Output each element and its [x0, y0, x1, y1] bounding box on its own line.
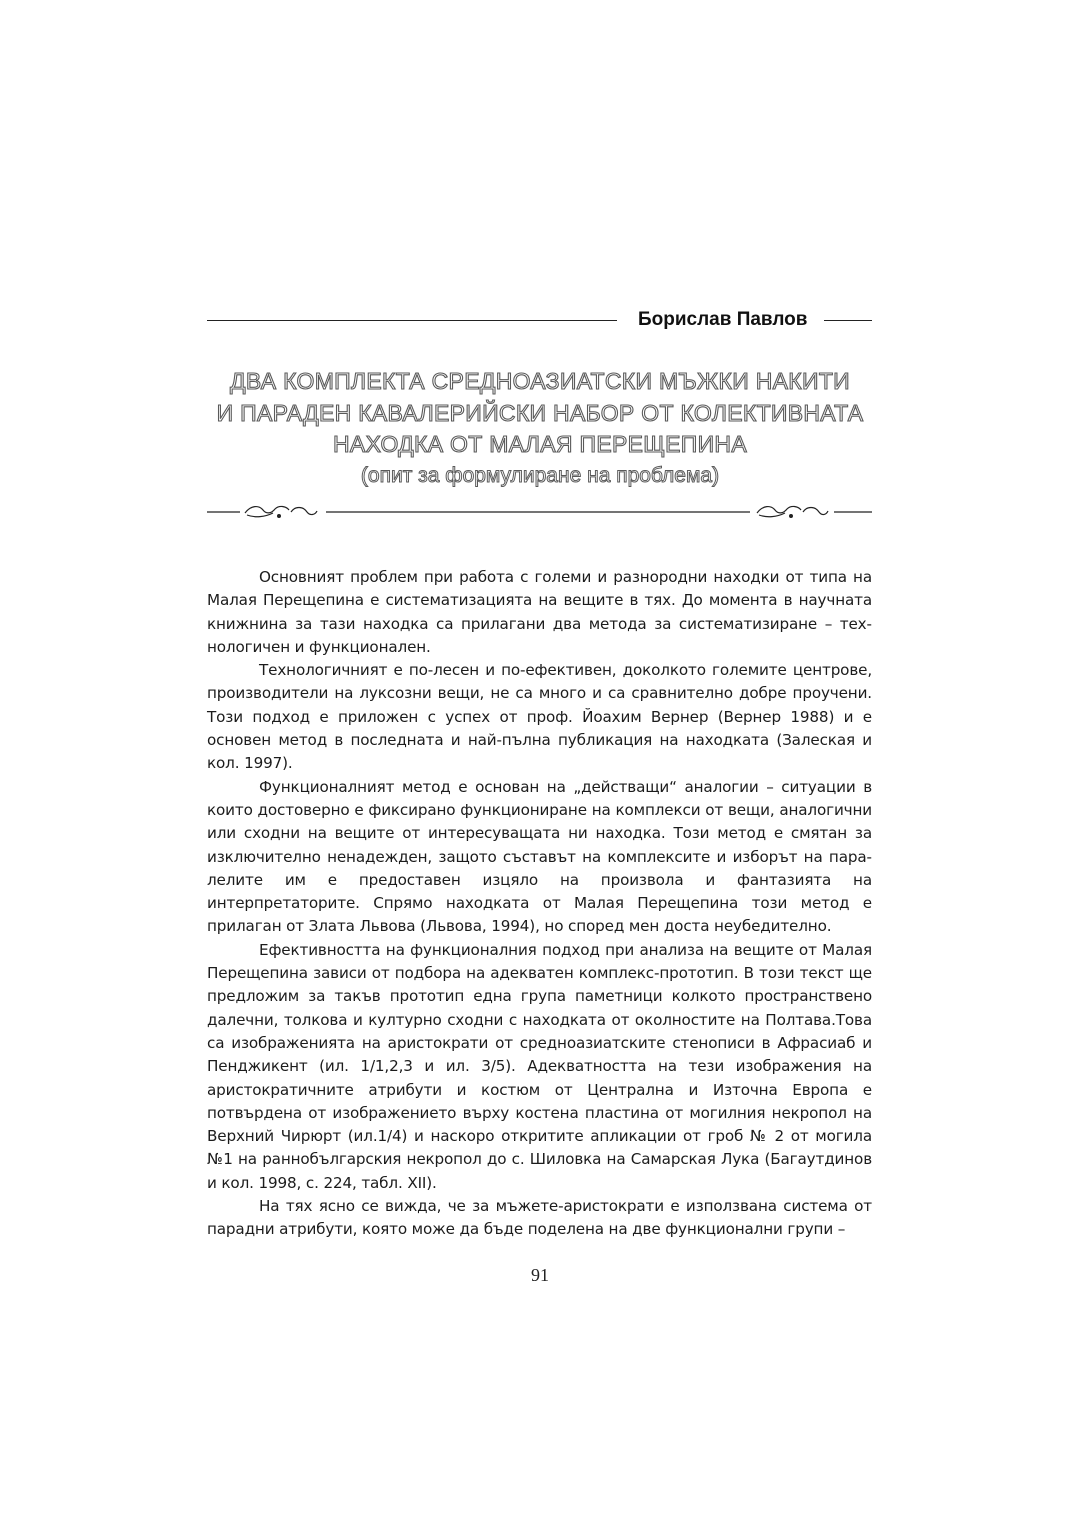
author-name: Борислав Павлов: [638, 309, 808, 330]
flourish-right-icon: [757, 506, 828, 517]
author-header: [207, 306, 872, 336]
article-body: [207, 566, 872, 1242]
title-line-1: ДВА КОМПЛЕКТА СРЕДНОАЗИАТСКИ МЪЖКИ НАКИТИ: [229, 368, 851, 394]
paragraph: На тях ясно се вижда, че за мъжете-аристократи е използвана система от парадни атрибути, която може да бъде поделена на две функционални групи –: [207, 1197, 872, 1239]
paragraph: Функционалният метод е основан на „действащи“ аналогии – ситуации в които достоверно е фиксирано функциониране на комплекси от вещи, аналогични или сходни на вещите от интересуващата ни находка. Този метод е смятан за изключително ненадежден, защото съставът на комплексите и изборът на паралелите им е предоставен изцяло на произвола и фантазията на интерпретаторите. Спрямо находката от Малая Перещепина този метод е прилаган от Злата Львова (Львова, 1994), но според мен доста неубедително.: [207, 777, 872, 936]
author-rule-right: [824, 320, 872, 321]
flourish-left-icon: [245, 506, 317, 517]
paragraph: Основният проблем при работа с големи и разнородни находки от типа на Малая Перещепина е систематизацията на вещите в тях. До момента в научната книжнина за тази находка са прилагани два метода за систематизиране – технологичен и функционален.: [207, 568, 872, 656]
title-line-3: НАХОДКА ОТ МАЛАЯ ПЕРЕЩЕПИНА: [333, 431, 747, 457]
article-subtitle: (опит за формулиране на проблема): [360, 463, 720, 487]
author-rule-left: [207, 320, 617, 321]
paragraph: Ефективността на функционалния подход при анализа на вещите от Малая Перещепина зависи от подбора на адекватен комплекс-прототип. В този текст ще предложим за такъв прототип една група паметници колкото пространствено далечни, толкова и културно сходни с находката от околностите на Полтава.Това са изображенията на аристократи от средноазиатските стенописи в Афрасиаб и Пенджикент (ил. 1/1,2,3 и ил. 3/5). Адекватността на тези изображения на аристократичните атрибути и костюм от Централна и Източна Европа е потвърдена от изображението върху костена пластина от могилния некропол на Верхний Чирюрт (ил.1/4) и наскоро откритите апликации от гроб № 2 от могила №1 на раннобългарския некропол до с. Шиловка на Самарская Лука (Багаутдинов и кол. 1998, с. 224, табл. XII).: [207, 940, 872, 1192]
page-number: 91: [531, 1265, 549, 1285]
ornamental-divider: [207, 500, 872, 524]
paragraph: Технологичният е по-лесен и по-ефективен, доколкото големите центрове, производители на луксозни вещи, не са много и са сравнително добре проучени. Този подход е приложен с успех от проф. Йоахим Вернер (Вернер 1988) и е основен метод в последната и най-пълна публикация на находката (Залеская и кол. 1997).: [207, 661, 872, 773]
title-line-2: И ПАРАДЕН КАВАЛЕРИЙСКИ НАБОР ОТ КОЛЕКТИВНАТА: [216, 399, 864, 426]
article-title: [160, 366, 920, 491]
